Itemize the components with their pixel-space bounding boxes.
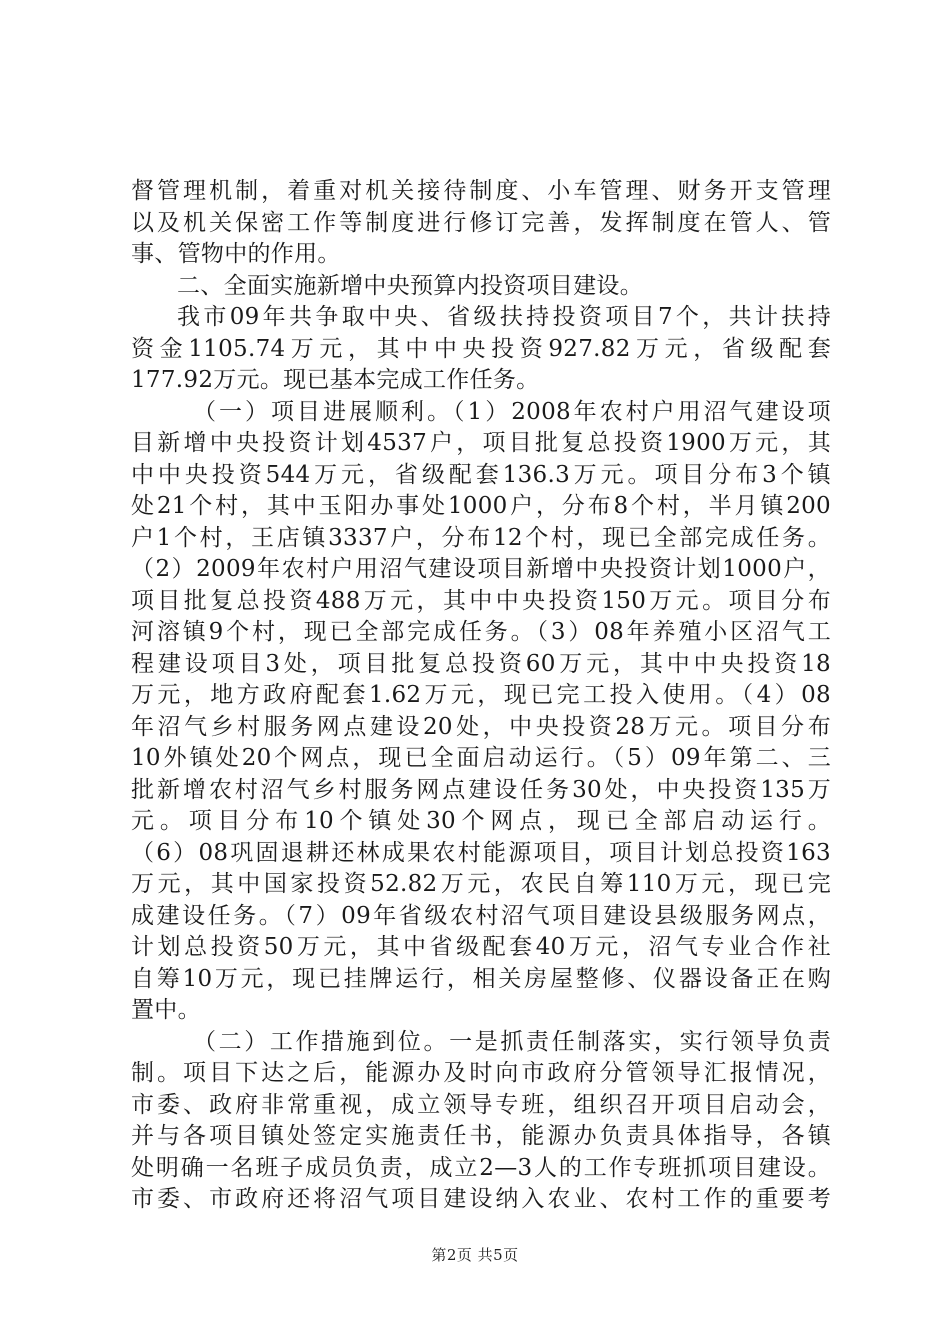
text-line: 元。项目分布10个镇处30个网点，现已全部启动运行。 — [131, 808, 831, 834]
text-line: 处明确一名班子成员负责，成立2—3人的工作专班抓项目建设。 — [131, 1154, 831, 1181]
text-line: 并与各项目镇处签定实施责任书，能源办负责具体指导，各镇 — [131, 1123, 831, 1149]
text-line: 万元，地方政府配套1.62万元，现已完工投入使用。（4）08 — [131, 682, 831, 708]
subsection-heading: （二）工作措施到位。一是抓责任制落实，实行领导负责 — [193, 1028, 831, 1055]
subsection-heading: （一）项目进展顺利。（1）2008年农村户用沼气建设项 — [193, 398, 831, 425]
text-line: 置中。 — [131, 997, 201, 1023]
text-line: 万元，其中国家投资52.82万元，农民自筹110万元，现已完 — [131, 871, 831, 897]
text-line: 目新增中央投资计划4537户，项目批复总投资1900万元，其 — [131, 430, 831, 456]
document-body — [131, 176, 831, 1216]
text-line: 户1个村，王店镇3337户，分布12个村，现已全部完成任务。 — [131, 524, 831, 551]
text-line: 督管理机制，着重对机关接待制度、小车管理、财务开支管理 — [131, 178, 831, 204]
text-line: 成建设任务。（7）09年省级农村沼气项目建设县级服务网点， — [131, 902, 831, 929]
text-line: 事、管物中的作用。 — [131, 241, 341, 267]
text-line: （2）2009年农村户用沼气建设项目新增中央投资计划1000户， — [131, 556, 831, 582]
section-heading: 二、全面实施新增中央预算内投资项目建设。 — [177, 272, 643, 299]
text-line: 自筹10万元，现已挂牌运行，相关房屋整修、仪器设备正在购 — [131, 965, 831, 992]
text-line: 批新增农村沼气乡村服务网点建设任务30处，中央投资135万 — [131, 776, 831, 803]
text-line: 计划总投资50万元，其中省级配套40万元，沼气专业合作社 — [131, 934, 831, 960]
page-number-label: 第2页 共5页 — [431, 1246, 519, 1264]
text-line: 资金1105.74万元，其中中央投资927.82万元，省级配套 — [131, 335, 831, 362]
text-line: 中中央投资544万元，省级配套136.3万元。项目分布3个镇 — [131, 461, 831, 488]
text-line: 河溶镇9个村，现已全部完成任务。（3）08年养殖小区沼气工 — [131, 619, 831, 645]
text-line: 以及机关保密工作等制度进行修订完善，发挥制度在管人、管 — [131, 209, 831, 236]
text-line: 我市09年共争取中央、省级扶持投资项目7个，共计扶持 — [177, 304, 831, 330]
text-line: 项目批复总投资488万元，其中中央投资150万元。项目分布 — [131, 587, 831, 614]
text-line: 177.92万元。现已基本完成工作任务。 — [131, 367, 540, 393]
text-line: 市委、政府非常重视，成立领导专班，组织召开项目启动会， — [131, 1091, 831, 1118]
text-line: 制。项目下达之后，能源办及时向市政府分管领导汇报情况， — [131, 1060, 831, 1086]
text-line: 10外镇处20个网点，现已全面启动运行。（5）09年第二、三 — [131, 745, 831, 771]
text-line: 年沼气乡村服务网点建设20处，中央投资28万元。项目分布 — [131, 713, 831, 740]
text-line: 处21个村，其中玉阳办事处1000户，分布8个村，半月镇200 — [131, 493, 831, 519]
text-line: 市委、市政府还将沼气项目建设纳入农业、农村工作的重要考 — [131, 1186, 831, 1212]
page-footer — [0, 1244, 950, 1265]
text-line: 程建设项目3处，项目批复总投资60万元，其中中央投资18 — [131, 650, 831, 677]
text-line: （6）08巩固退耕还林成果农村能源项目，项目计划总投资163 — [131, 839, 831, 866]
